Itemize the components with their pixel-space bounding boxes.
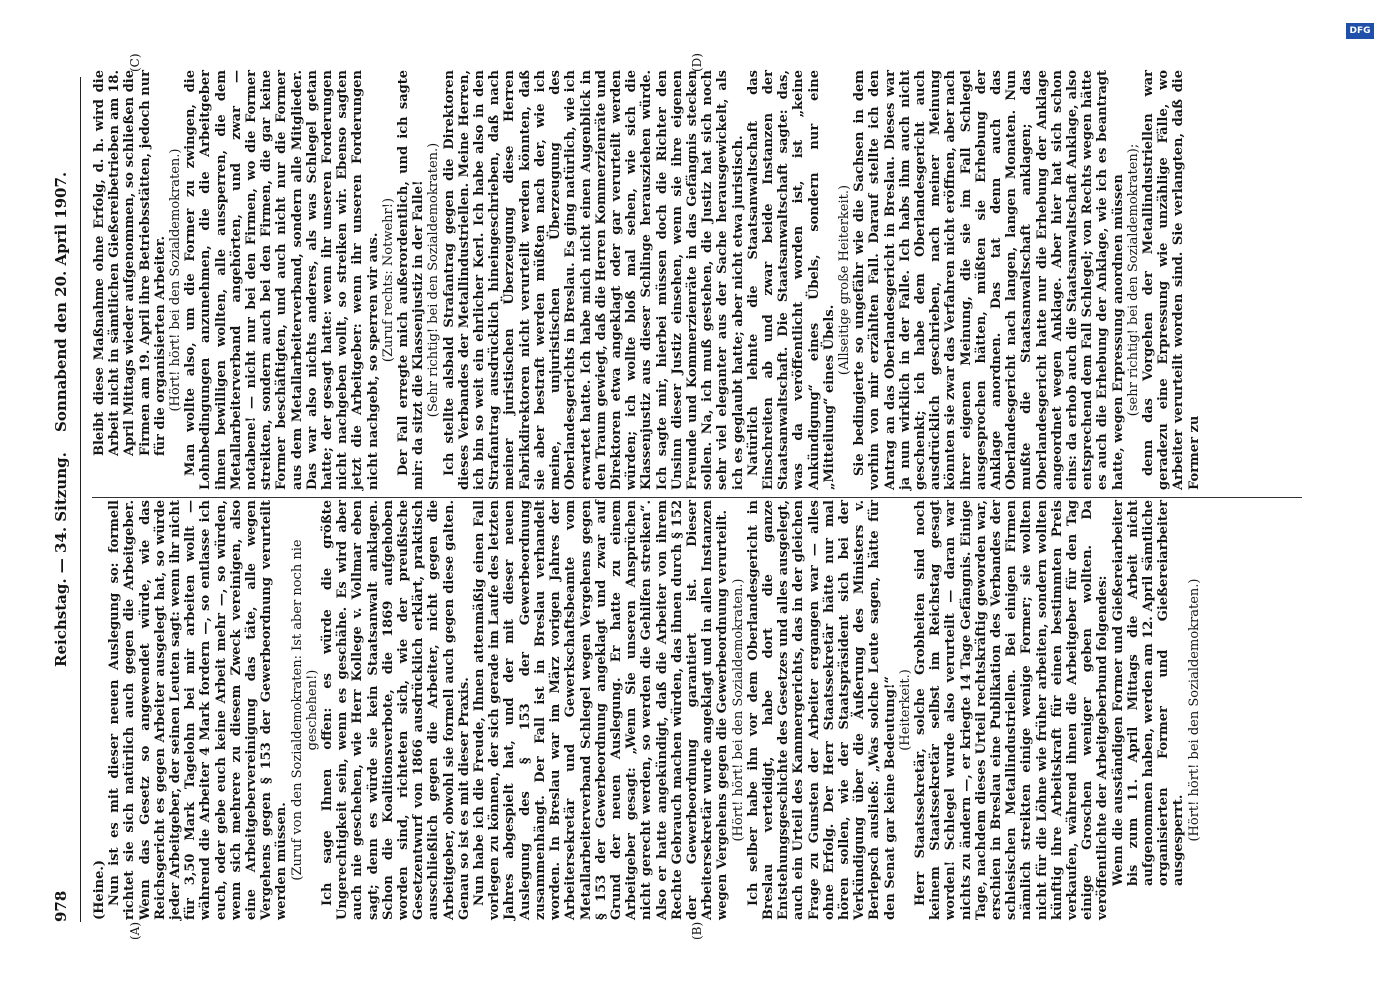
- interjection: (sehr richtig! bei den Sozialdemokraten);: [1125, 143, 1141, 417]
- paragraph: denn das Vorgehen der Metallindustriellen war geradezu eine Erpressung wie unzählige Fälle, wo Arbeiter verurteilt worden sind. Sie verlangten, daß die Former zu: [1141, 70, 1202, 490]
- interjection: (Hört! hört! bei den Sozialdemokraten.): [730, 578, 746, 842]
- interjection: (Hört! hört! bei den Sozialdemokraten.): [1186, 578, 1202, 842]
- paragraph: Ich stellte alsbald Strafantrag gegen die Direktoren dieses Verbandes der Metallindustriellen. Meine Herren, ich bin so weit ein ehrlicher Kerl. Ich habe also in den Strafantrag ausdrücklich hineingeschrieben, daß nach meiner juristischen Überzeugung diese Herren Fabrikdirektoren nicht verurteilt werden könnten, daß sie aber bestraft werden müßten nach der, wie ich meine, unjuristischen Überzeugung des Oberlandesgerichts in Breslau. Es ging natürlich, wie ich erwartet hatte. Ich habe mich nicht einen Augenblick in den Traum gewiegt, daß die Herren Kommerzienräte und Direktoren etwa angeklagt oder gar verurteilt werden würden; ich wollte bloß mal sehen, wie sich die Klassenjustiz aus dieser Schlinge herausziehen würde. Ich sagte mir, hierbei müssen doch die Richter den Unsinn dieser Justiz einsehen, wenn sie ihre eigenen Freunde und Kommerzienräte in das Gefängnis stecken sollen. Na, ich muß gestehen, die Justiz hat sich noch sehr viel eleganter aus der Sache herausgewickelt, als ich es geglaubt hatte; aber nicht etwa juristisch.: [441, 70, 746, 490]
- paragraph: Der Fall erregte mich außerordentlich, und ich sagte mir: da sitzt die Klassenjustiz in der Falle!: [396, 70, 427, 490]
- paragraph: Natürlich lehnte die Staatsanwaltschaft das Einschreiten ab und zwar beide Instanzen der Staatsanwaltschaft. Die Staatsanwaltschaft sagte: das, was da veröffentlicht worden ist, ist „keine Ankündigung“ eines Übels, sondern nur eine „Mitteilung“ eines Übels.: [745, 70, 837, 490]
- running-header: [52, 72, 76, 922]
- running-head-right: Sonnabend den 20. April 1907.: [52, 171, 70, 432]
- interjection: (Allseitige große Heiterkeit.): [836, 184, 852, 376]
- paragraph: Ich selber habe ihn vor dem Oberlandesgericht in Breslau verteidigt, habe dort die ganze Entstehungsgeschichte des Gesetzes und alles ausgelegt, auch ein Urteil des Kammergerichts, das in der gleichen Frage zu Gunsten der Arbeiter ergangen war — alles ohne Erfolg. Der Herr Staatssekretär hätte nur mal hören sollen, wie der Staatspräsident sich bei der Verkündigung über die Äußerung des Ministers v. Berlepsch ausließ: „Was solche Leute sagen, hätte für den Senat gar keine Bedeutung!“: [745, 500, 898, 920]
- interjection: (Hört! hört! bei den Sozialdemokraten.): [168, 148, 184, 412]
- paragraph: Man wollte also, um die Former zu zwingen, die Lohnbedingungen anzunehmen, die die Arbeitgeber ihnen bewilligen wollten, alle aussperren, die dem Metallarbeiterverband angehörten, und zwar — notabene! — nicht nur bei den Firmen, wo die Former streikten, sondern auch bei den Firmen, die gar keine Former beschäftigten, und auch nicht nur die Former aus dem Metallarbeiterverband, sondern alle Mitglieder. Das war also nichts anderes, als was Schlegel getan hatte; der gesagt hatte: wenn ihr unseren Forderungen nicht nachgeben wollt, so streiken wir. Ebenso sagten jetzt die Arbeitgeber: wenn ihr unseren Forderungen nicht nachgebt, so sperren wir aus.: [183, 70, 381, 490]
- paragraph: Sie bedingierte so ungefähr wie die Sachsen in dem vorhin von mir erzählten Fall. Darauf stellte ich den Antrag an das Oberlandesgericht in Breslau. Dieses war ja nun wirklich in der Falle. Ich habs ihm auch nicht geschenkt; ich habe dem Oberlandesgericht auch ausdrücklich geschrieben, nach meiner Meinung könnten sie zwar das Verfahren nicht eröffnen, aber nach ihrer eigenen Meinung, die sie im Fall Schlegel ausgesprochen hätten, müßten sie Erhebung der Anklage anordnen. Das tat denn auch das Oberlandesgericht nach langen, langen Monaten. Nun mußte die Staatsanwaltschaft anklagen; das Oberlandesgericht hatte nur die Erhebung der Anklage angeordnet wegen Anklage. Aber hier hat sich schon eins: da erhob auch die Staatsanwaltschaft Anklage, also entsprechend dem Fall Schlegel; von Rechts wegen hätte es auch die Erhebung der Anklage, wie ich es beantragt hatte, wegen Erpressung anordnen müssen: [852, 70, 1126, 490]
- column-divider: [92, 497, 1302, 498]
- quotation: Bleibt diese Maßnahme ohne Erfolg, d. h. wird die Arbeit nicht in sämtlichen Gießereibetrieben am 18. April Mittags wieder aufgenommen, so schließen die Firmen am 19. April ihre Betriebsstätten, jedoch nur für die organisierten Arbeiter.: [92, 70, 168, 456]
- interjection: (Sehr richtig! bei den Sozialdemokraten.): [426, 142, 442, 418]
- paragraph: Nun ist es mit dieser neuen Auslegung so: formell richtet sie sich natürlich auch gegen die Arbeitgeber. Wenn das Gesetz so angewendet würde, wie das Reichsgericht es gegen Arbeiter ausgelegt hat, so würde jeder Arbeitgeber, der seinen Leuten sagt: wenn ihr nicht für 3,50 Mark Tagelohn bei mir arbeiten wollt — während die Arbeiter 4 Mark fordern —, so entlasse ich euch, oder gebe euch keine Arbeit mehr —, so würden, wenn sich mehrere zu diesem Zweck vereinigen, also eine Arbeitgebervereinigung das täte, alle wegen Vergehens gegen § 153 der Gewerbeordnung verurteilt werden müssen.: [107, 500, 290, 920]
- quotation: Wenn die ausständigen Former und Gießereiarbeiter bis zum 11. April Mittags die Arbeit nicht aufgenommen haben, werden am 12. April sämtliche organisierten Former und Gießereiarbeiter ausgesperrt.: [1110, 500, 1187, 886]
- digitization-note: [5, 0, 19, 40]
- interjection: (Heiterkeit.): [897, 669, 913, 751]
- paragraph: Herr Staatssekretär, solche Grobheiten sind noch keinem Staatssekretär selbst im Reichstag gesagt worden! Schlegel wurde also verurteilt — daran war nichts zu ändern —, er kriegte 14 Tage Gefängnis. Einige Tage, nachdem dieses Urteil rechtskräftig geworden war, erschien in Breslau eine Publikation des Verbandes der schlesischen Metallindustriellen. Bei einigen Firmen nämlich streikten einige wenige Former; sie wollten nicht für die Löhne wie früher arbeiten, sondern wollten künftig ihre Arbeitskraft für einen bestimmten Preis verkaufen, während ihnen die Arbeitgeber für den Tag einige Groschen weniger geben wollten. Da veröffentlichte der Arbeitgeberbund folgendes:: [912, 500, 1111, 920]
- interjection: (Zuruf von den Sozialdemokraten: Ist aber noch nie geschehen!): [289, 539, 320, 881]
- column-left: [92, 500, 1202, 920]
- margin-marker-a: (A): [128, 921, 142, 940]
- header-rule: [80, 77, 81, 922]
- margin-marker-d: (D): [690, 53, 704, 72]
- page-number: 978: [52, 890, 70, 922]
- dfg-logo: DFG: [1346, 23, 1374, 39]
- column-right: [92, 70, 1202, 490]
- paragraph: Ich sage Ihnen offen: es würde die größte Ungerechtigkeit sein, wenn es geschähe. Es wird aber auch nie geschehen, wie Herr Kollege v. Vollmar eben sagt; denn es würde sie kein Staatsanwalt anklagen. Schon die Koalitionsverbote, die 1869 aufgehoben worden sind, richteten sich, wie der preußische Gesetzentwurf von 1866 ausdrücklich erklärt, praktisch ausschließlich gegen die Arbeiter, nicht gegen die Arbeitgeber, obwohl sie formell auch gegen diese galten. Genau so ist es mit dieser Praxis.: [320, 500, 472, 920]
- margin-marker-c: (C): [128, 53, 142, 72]
- running-head-left: Reichstag. — 34. Sitzung.: [52, 452, 70, 667]
- interjection: (Zuruf rechts: Notwehr!): [380, 197, 396, 363]
- speaker-tag: (Heine.): [92, 859, 107, 920]
- paragraph: Nun habe ich die Freude, Ihnen attenmäßig einen Fall vorlegen zu können, der sich gerade im Laufe des letzten Jahres abgespielt hat, und der mit dieser neuen Auslegung des § 153 der Gewerbeordnung zusammenhängt. Der Fall ist in Breslau verhandelt worden. In Breslau war im März vorigen Jahres der Arbeitersekretär und Gewerkschaftsbeamte vom Metallarbeiterverband Schlegel wegen Vergehens gegen § 153 der Gewerbeordnung angeklagt und zwar auf Grund der neuen Auslegung. Er hatte zu einem Arbeitgeber gesagt: „Wenn Sie unseren Ansprüchen nicht gerecht werden, so werden die Gehilfen streiken“. Also er hatte angekündigt, daß die Arbeiter von ihrem Rechte Gebrauch machen würden, das ihnen durch § 152 der Gewerbeordnung garantiert ist. Dieser Arbeitersekretär wurde angeklagt und in allen Instanzen wegen Vergehens gegen die Gewerbeordnung verurteilt.: [472, 500, 731, 920]
- margin-marker-b: (B): [690, 921, 704, 940]
